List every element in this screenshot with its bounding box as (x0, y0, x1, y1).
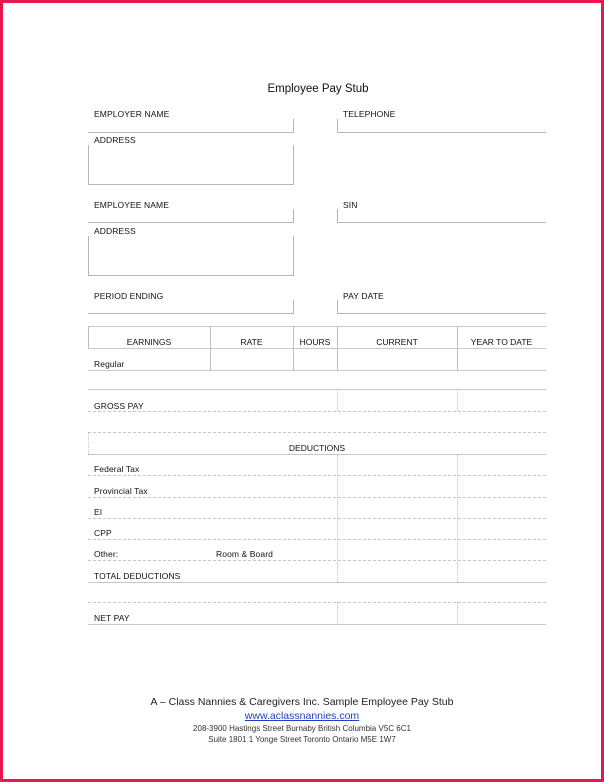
employer-name-label: EMPLOYER NAME (94, 109, 170, 119)
sin-field[interactable] (337, 209, 546, 223)
footer-address-2: Suite 1801 1 Yonge Street Toronto Ontario M5E 1W7 (208, 735, 396, 744)
hours-header: HOURS (299, 337, 331, 347)
year-to-date-header: YEAR TO DATE (470, 337, 533, 347)
employee-address-label: ADDRESS (94, 226, 136, 236)
provincial-tax-label: Provincial Tax (94, 486, 148, 496)
footer-company-line: A – Class Nannies & Caregivers Inc. Sample Employee Pay Stub (150, 696, 454, 708)
federal-tax-label: Federal Tax (94, 464, 140, 474)
page-title: Employee Pay Stub (267, 83, 369, 95)
gross-pay-label: GROSS PAY (94, 401, 144, 411)
employer-address-label: ADDRESS (94, 135, 136, 145)
telephone-label: TELEPHONE (343, 109, 396, 119)
cpp-label: CPP (94, 528, 112, 538)
employee-name-field[interactable] (88, 209, 294, 223)
footer-address-1: 208-3900 Hastings Street Burnaby British Columbia V5C 6C1 (193, 724, 411, 733)
employee-name-label: EMPLOYEE NAME (94, 200, 169, 210)
other-label: Other: (94, 549, 119, 559)
rate-header: RATE (240, 337, 263, 347)
period-ending-label: PERIOD ENDING (94, 291, 164, 301)
pay-date-field[interactable] (337, 300, 546, 314)
telephone-field[interactable] (337, 119, 546, 133)
footer-website-link[interactable]: www.aclassnannies.com (244, 710, 360, 722)
employer-name-field[interactable] (88, 119, 294, 133)
footer-website-wrap (0, 710, 604, 722)
employee-address-field[interactable] (88, 236, 294, 276)
period-ending-field[interactable] (88, 300, 294, 314)
ei-label: EI (94, 507, 103, 517)
deductions-header: DEDUCTIONS (288, 443, 346, 453)
pay-date-label: PAY DATE (343, 291, 384, 301)
total-deductions-label: TOTAL DEDUCTIONS (94, 571, 181, 581)
net-pay-label: NET PAY (94, 613, 130, 623)
sin-label: SIN (343, 200, 358, 210)
other-value: Room & Board (216, 549, 273, 559)
earnings-header: EARNINGS (126, 337, 172, 347)
regular-row-label: Regular (94, 359, 125, 369)
employer-address-field[interactable] (88, 145, 294, 185)
current-header: CURRENT (376, 337, 418, 347)
